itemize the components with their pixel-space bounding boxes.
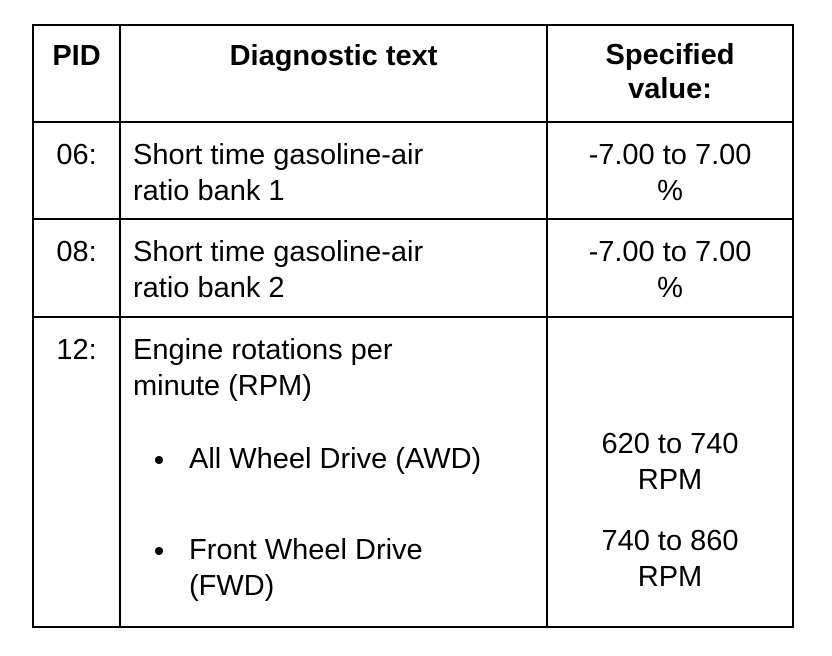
diagnostic-table <box>32 24 794 628</box>
header-pid-label: PID <box>52 40 101 72</box>
bullet-line2: (FWD) <box>189 570 275 602</box>
header-diagnostic-label: Diagnostic text <box>229 40 438 72</box>
specified-line2: % <box>657 175 683 207</box>
table-row <box>34 220 792 318</box>
diagnostic-cell <box>121 123 548 218</box>
bullet-text <box>189 441 540 477</box>
specified-value <box>548 137 792 209</box>
pid-value: 06: <box>56 139 97 171</box>
specified-value <box>548 234 792 306</box>
bullet-icon <box>155 456 163 464</box>
bullet-text <box>189 532 540 604</box>
header-specified-line2: value: <box>628 73 712 105</box>
specified-line1: -7.00 to 7.00 <box>588 139 752 171</box>
header-specified-label <box>548 38 792 106</box>
specified-line1: 620 to 740 <box>601 428 739 460</box>
header-cell-diagnostic <box>121 26 548 121</box>
specified-cell <box>548 220 792 316</box>
table-row <box>34 318 792 626</box>
specified-line2: % <box>657 272 683 304</box>
specified-value-awd <box>548 426 792 498</box>
diagnostic-line1: Short time gasoline-air <box>133 139 424 171</box>
diagnostic-line1: Engine rotations per <box>133 334 393 366</box>
diagnostic-text <box>133 137 540 209</box>
diagnostic-line2: minute (RPM) <box>133 370 312 402</box>
header-cell-pid <box>34 26 121 121</box>
pid-cell <box>34 123 121 218</box>
specified-value-fwd <box>548 523 792 595</box>
pid-cell <box>34 220 121 316</box>
specified-line2: RPM <box>637 464 703 496</box>
diagnostic-text <box>133 332 540 404</box>
pid-cell <box>34 318 121 626</box>
bullet-line1: Front Wheel Drive <box>189 534 423 566</box>
diagnostic-cell <box>121 220 548 316</box>
bullet-line1: All Wheel Drive (AWD) <box>189 443 482 475</box>
bullet-icon <box>155 547 163 555</box>
diagnostic-line2: ratio bank 1 <box>133 175 285 207</box>
diagnostic-line1: Short time gasoline-air <box>133 236 424 268</box>
specified-line2: RPM <box>637 561 703 593</box>
diagnostic-line2: ratio bank 2 <box>133 272 285 304</box>
pid-value: 12: <box>56 334 97 366</box>
diagnostic-cell <box>121 318 548 626</box>
specified-cell <box>548 318 792 626</box>
specified-cell <box>548 123 792 218</box>
table-row <box>34 123 792 220</box>
specified-line1: -7.00 to 7.00 <box>588 236 752 268</box>
header-cell-specified <box>548 26 792 121</box>
diagnostic-text <box>133 234 540 306</box>
specified-line1: 740 to 860 <box>601 525 739 557</box>
pid-value: 08: <box>56 236 97 268</box>
table-header-row <box>34 26 792 123</box>
header-specified-line1: Specified <box>605 39 735 71</box>
